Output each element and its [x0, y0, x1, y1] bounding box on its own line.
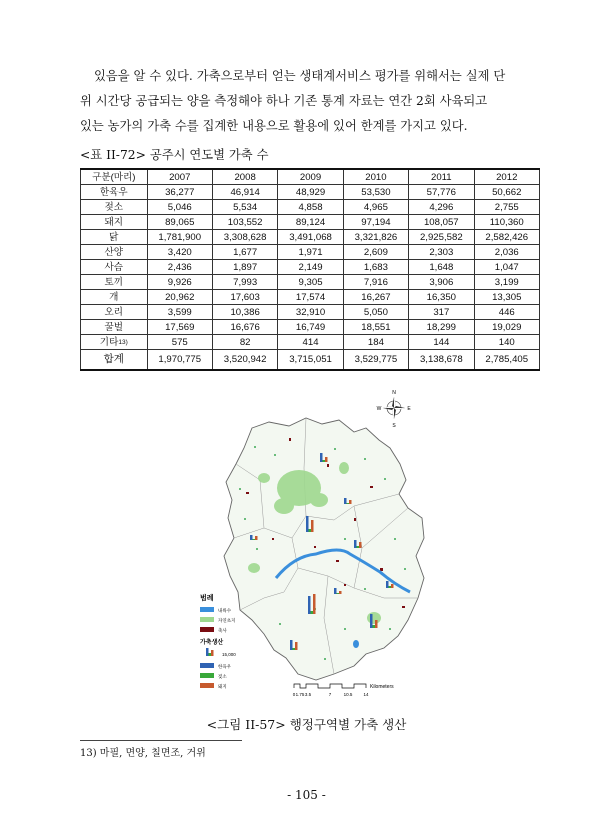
- table-cell: 4,858: [278, 200, 343, 215]
- table-cell: 3,906: [409, 275, 474, 290]
- table-cell: 18,299: [409, 320, 474, 335]
- table-cell: 2,785,405: [474, 350, 539, 371]
- scale-tick: 7: [328, 692, 332, 697]
- table-cell: 16,350: [409, 290, 474, 305]
- table-caption: <표 II-72> 공주시 연도별 가축 수: [80, 148, 269, 162]
- table-cell: 16,749: [278, 320, 343, 335]
- table-cell: 82: [212, 335, 277, 350]
- table-cell: 19,029: [474, 320, 539, 335]
- table-cell: 10,386: [212, 305, 277, 320]
- legend-swatch-grassland: [200, 617, 214, 622]
- table-cell: 2,436: [147, 260, 212, 275]
- compass-e: E: [407, 406, 411, 412]
- table-row: [81, 320, 540, 335]
- table-row: [81, 215, 540, 230]
- legend-title: 범례: [200, 595, 214, 602]
- table-cell: 7,993: [212, 275, 277, 290]
- table-cell: 57,776: [409, 185, 474, 200]
- table-header-row: [81, 169, 540, 185]
- footnote: 13) 마필, 면양, 칠면조, 거위: [80, 748, 206, 759]
- compass-s: S: [392, 423, 396, 429]
- table-cell: 17,569: [147, 320, 212, 335]
- table-total-row: [81, 350, 540, 371]
- table-cell: 110,360: [474, 215, 539, 230]
- table-cell: 개: [81, 290, 148, 305]
- table-cell: 돼지: [81, 215, 148, 230]
- table-cell: 오리: [81, 305, 148, 320]
- compass-w: W: [376, 406, 382, 412]
- table-cell: 89,065: [147, 215, 212, 230]
- table-cell: 3,529,775: [343, 350, 408, 371]
- table-cell: 4,965: [343, 200, 408, 215]
- table-cell: 기타$^{13)}$: [81, 335, 148, 350]
- table-cell: 산양: [81, 245, 148, 260]
- table-cell: 20,962: [147, 290, 212, 305]
- table-cell: 18,551: [343, 320, 408, 335]
- legend-label: 자연초지: [218, 618, 236, 623]
- table-cell: 닭: [81, 230, 148, 245]
- table-cell: 1,677: [212, 245, 277, 260]
- body-paragraph: [80, 64, 540, 139]
- table-cell: 32,910: [278, 305, 343, 320]
- table-cell: 1,683: [343, 260, 408, 275]
- table-cell: 2,149: [278, 260, 343, 275]
- compass-n: N: [392, 390, 396, 396]
- legend-swatch-beef: [200, 663, 214, 668]
- table-cell: 9,305: [278, 275, 343, 290]
- table-cell: 97,194: [343, 215, 408, 230]
- table-cell: 103,552: [212, 215, 277, 230]
- legend-subtitle: 가축생산: [200, 640, 224, 646]
- table-cell: 317: [409, 305, 474, 320]
- paragraph-line: 있음을 알 수 있다. 가축으로부터 얻는 생태계서비스 평가를 위해서는 실제 단: [94, 69, 506, 83]
- table-cell: 414: [278, 335, 343, 350]
- gongju-livestock-map: [194, 388, 434, 708]
- figure-caption: <그림 II-57> 행정구역별 가축 생산: [206, 717, 407, 732]
- table-cell: 3,491,068: [278, 230, 343, 245]
- table-cell: 446: [474, 305, 539, 320]
- table-cell: 꿀벌: [81, 320, 148, 335]
- table-cell: 3,599: [147, 305, 212, 320]
- column-header: 2008: [212, 169, 277, 185]
- table-cell: 5,050: [343, 305, 408, 320]
- paragraph-line: 위 시간당 공급되는 양을 측정해야 하나 기존 통계 자료는 연간 2회 사육되고: [80, 94, 488, 108]
- table-cell: 53,530: [343, 185, 408, 200]
- table-cell: 140: [474, 335, 539, 350]
- table-cell: 3,308,628: [212, 230, 277, 245]
- table-row: [81, 305, 540, 320]
- table-cell: 2,582,426: [474, 230, 539, 245]
- legend-label: 내륙수: [218, 608, 232, 613]
- table-row: [81, 260, 540, 275]
- table-cell: 3,420: [147, 245, 212, 260]
- table-cell: 한육우: [81, 185, 148, 200]
- table-cell: 2,036: [474, 245, 539, 260]
- table-cell: 1,781,900: [147, 230, 212, 245]
- paragraph-line: 있는 농가의 가축 수를 집계한 내용으로 활용에 있어 한계를 가지고 있다.: [80, 119, 468, 133]
- table-cell: 13,305: [474, 290, 539, 305]
- table-cell: 16,267: [343, 290, 408, 305]
- footnote-mark: 13): [118, 338, 128, 346]
- table-cell: 575: [147, 335, 212, 350]
- table-row: [81, 230, 540, 245]
- column-header: 구분(마리): [81, 169, 148, 185]
- legend-label: 축사: [218, 628, 227, 633]
- table-cell: 17,603: [212, 290, 277, 305]
- table-cell: 토끼: [81, 275, 148, 290]
- table-cell: 2,925,582: [409, 230, 474, 245]
- table-row: [81, 245, 540, 260]
- reservoir: [353, 640, 359, 648]
- table-cell: 17,574: [278, 290, 343, 305]
- table-cell: 3,199: [474, 275, 539, 290]
- table-cell: 50,662: [474, 185, 539, 200]
- table-cell: 46,914: [212, 185, 277, 200]
- legend-label: 돼지: [218, 684, 227, 689]
- table-cell: 16,676: [212, 320, 277, 335]
- table-cell: 1,970,775: [147, 350, 212, 371]
- scale-tick: 0: [292, 692, 296, 697]
- table-cell: 4,296: [409, 200, 474, 215]
- scale-tick: 3.5: [304, 692, 312, 697]
- table-cell: 2,609: [343, 245, 408, 260]
- table-cell: 48,929: [278, 185, 343, 200]
- table-cell: 합계: [81, 350, 148, 371]
- scale-tick: 1.75: [295, 692, 305, 697]
- legend-swatch-barn: [200, 627, 214, 632]
- table-cell: 사슴: [81, 260, 148, 275]
- table-cell: 3,321,826: [343, 230, 408, 245]
- footnote-divider: [80, 740, 242, 741]
- legend-scale-label: 15,000: [222, 652, 236, 657]
- table-row: [81, 275, 540, 290]
- legend-label: 젖소: [218, 674, 227, 679]
- table-cell: 젖소: [81, 200, 148, 215]
- table-cell: 1,047: [474, 260, 539, 275]
- legend-label: 한육우: [218, 664, 232, 669]
- table-cell: 3,138,678: [409, 350, 474, 371]
- table-cell: 5,046: [147, 200, 212, 215]
- table-cell: 2,303: [409, 245, 474, 260]
- column-header: 2010: [343, 169, 408, 185]
- table-cell: 9,926: [147, 275, 212, 290]
- table-cell: 7,916: [343, 275, 408, 290]
- legend-swatch-pig: [200, 683, 214, 688]
- scale-tick: 10.5: [343, 692, 353, 697]
- page-number: - 105 -: [287, 788, 326, 802]
- table-cell: 1,648: [409, 260, 474, 275]
- legend-swatch-water: [200, 607, 214, 612]
- column-header: 2012: [474, 169, 539, 185]
- table-cell: 108,057: [409, 215, 474, 230]
- column-header: 2009: [278, 169, 343, 185]
- livestock-table: [80, 168, 540, 371]
- table-body: [81, 185, 540, 350]
- table-cell: 2,755: [474, 200, 539, 215]
- table-row: [81, 185, 540, 200]
- table-cell: 3,715,051: [278, 350, 343, 371]
- table-row: [81, 290, 540, 305]
- scale-tick: 14: [363, 692, 369, 697]
- table-cell: 5,534: [212, 200, 277, 215]
- table-cell: 144: [409, 335, 474, 350]
- table-cell: 1,971: [278, 245, 343, 260]
- table-row: [81, 200, 540, 215]
- scale-unit: Kilometers: [370, 684, 394, 690]
- table-cell: 1,897: [212, 260, 277, 275]
- table-cell: 3,520,942: [212, 350, 277, 371]
- legend-swatch-dairy: [200, 673, 214, 678]
- column-header: 2007: [147, 169, 212, 185]
- table-cell: 89,124: [278, 215, 343, 230]
- table-cell: 36,277: [147, 185, 212, 200]
- column-header: 2011: [409, 169, 474, 185]
- table-row: [81, 335, 540, 350]
- table-cell: 184: [343, 335, 408, 350]
